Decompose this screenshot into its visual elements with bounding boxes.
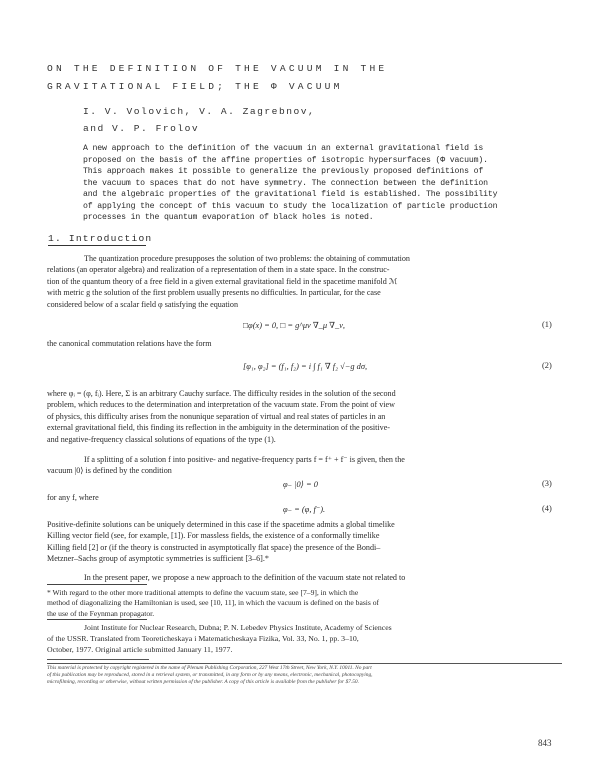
abstract-line: This approach makes it possible to generalize the previously proposed definitions of [83,167,484,176]
footnote-line: * With regard to the other more traditional attempts to define the vacuum state, see [7–9], in which the [47,588,359,597]
text-line: Killing vector field (see, for example, [1]). For massless fields, the existence of a conformally timelike [47,531,380,541]
abstract-line: of applying the concept of this vacuum to study the localization of particle production [83,201,498,211]
text-line: with metric g the solution of the first problem usually presents no difficulties. In particular, for the case [47,288,381,298]
footnote [47,588,557,619]
paper-title-line-2: GRAVITATIONAL FIELD; THE Φ VACUUM [47,81,343,92]
copyright-line: of this publication may be reproduced, stored in a retrieval system, or transmitted, in any form or by any means, electronic, mechanical, photocopying, [47,672,373,678]
text-line: relations (an operator algebra) and realization of a representation of them in a state space. In the construc- [47,265,390,275]
affiliation-line: of the USSR. Translated from Teoreticheskaya i Matematicheskaya Fizika, Vol. 33, No. 1, pp. 3–10, [47,633,359,643]
footnote-line: method of diagonalizing the Hamiltonian is used, see [10, 11], in which the vacuum is defined on the basis of [47,598,380,608]
authors-line-2: and V. P. Frolov [83,123,200,134]
abstract-line: A new approach to the definition of the vacuum in an external gravitational field is [83,144,484,153]
affiliation-rule [47,619,147,620]
footnote-line: the use of the Feynman propagator. [47,608,155,618]
text-line: problem, which reduces to the determination and interpretation of the vacuum state. From the point of view [47,400,395,410]
section-underline [48,245,146,246]
abstract-line: processes in the quantum evaporation of black holes is noted. [83,213,374,222]
abstract-line: the vacuum to spaces that do not have symmetry. The connection between the definition [83,178,488,188]
affiliation-line: October, 1977. Original article submitted January 11, 1977. [47,644,233,654]
abstract-line: and the algebraic properties of the gravitational field is established. The possibility [83,190,498,199]
paragraph-1 [47,253,557,310]
text-line: considered below of a scalar field φ satisfying the equation [47,299,238,309]
text-line: external gravitational field, this finding its reflection in the ambiguity in the determination of the positive- [47,423,390,433]
affiliation-line: Joint Institute for Nuclear Research, Dubna; P. N. Lebedev Physics Institute, Academy of Sciences [84,623,392,632]
equation-2-number: (2) [542,361,552,370]
equation-3: φ₋ |0⟩ = 0 [283,480,318,489]
affiliation [47,623,557,655]
copyright-notice [47,665,562,686]
text-line: for any f, where [47,493,99,502]
equation-2: [φ₁, φ₂] = (f₁, f₂) = i ∫ f₁ ∇ f₂ √−g dσ, [243,362,368,371]
text-line: tion of the quantum theory of a free field in a given external gravitational field in the spacetime manifold ℳ [47,276,398,286]
equation-1: □φ(x) = 0, □ = g^μν ∇_μ ∇_ν, [243,321,346,330]
equation-4: φ₋ = (φ, f⁻). [283,505,326,514]
paper-title-line-1: ON THE DEFINITION OF THE VACUUM IN THE [47,63,388,74]
abstract [83,143,523,224]
text-line: where φᵢ = (φ, fᵢ). Here, Σ is an arbitrary Cauchy surface. The difficulty resides in the solution of the second [47,389,396,398]
paragraph-6 [47,519,557,565]
text-line: the canonical commutation relations have the form [47,339,212,348]
copyright-line: This material is protected by copyright registered in the name of Plenum Publishing Corporation, 227 West 17th Street, New York, N.Y. 10011. No part [47,665,372,671]
paragraph-2 [47,338,557,349]
equation-4-number: (4) [542,504,552,513]
text-line: Positive-definite solutions can be uniquely determined in this case if the spacetime admits a global timelike [47,520,395,529]
paragraph-7 [47,572,557,583]
section-heading: 1. Introduction [48,233,153,244]
text-line: and negative-frequency classical solutions of equations of the type (1). [47,434,276,444]
copyright-rule-short [47,659,149,660]
copyright-rule-long [47,663,562,664]
text-line: The quantization procedure presupposes the solution of two problems: the obtaining of commutation [84,254,410,263]
text-line: In the present paper, we propose a new approach to the definition of the vacuum state not related to [84,573,406,582]
paragraph-4 [47,454,557,477]
text-line: Killing field [2] or (if the theory is constructed in asymptotically flat space) the presence of the Bondi– [47,542,381,552]
text-line: If a splitting of a solution f into positive- and negative-frequency parts f = f⁺ + f⁻ is given, then the [84,455,405,464]
copyright-line: microfilming, recording or otherwise, without written permission of the publisher. A copy of this article is available from the publisher for $7.50. [47,679,359,685]
text-line: of physics, this difficulty arises from the nonunique separation of virtual and real states of particles in an [47,411,386,421]
abstract-line: proposed on the basis of the affine properties of isotropic hypersurfaces (Φ vacuum). [83,155,488,165]
page-number: 843 [538,738,552,748]
authors-line-1: I. V. Volovich, V. A. Zagrebnov, [83,106,316,117]
paragraph-5 [47,492,557,503]
footnote-rule [47,584,147,585]
paragraph-3 [47,388,557,445]
equation-1-number: (1) [542,320,552,329]
equation-3-number: (3) [542,479,552,488]
text-line: Metzner–Sachs group of asymptotic symmetries is sufficient [3–6].* [47,554,269,564]
text-line: vacuum |0⟩ is defined by the condition [47,466,172,476]
